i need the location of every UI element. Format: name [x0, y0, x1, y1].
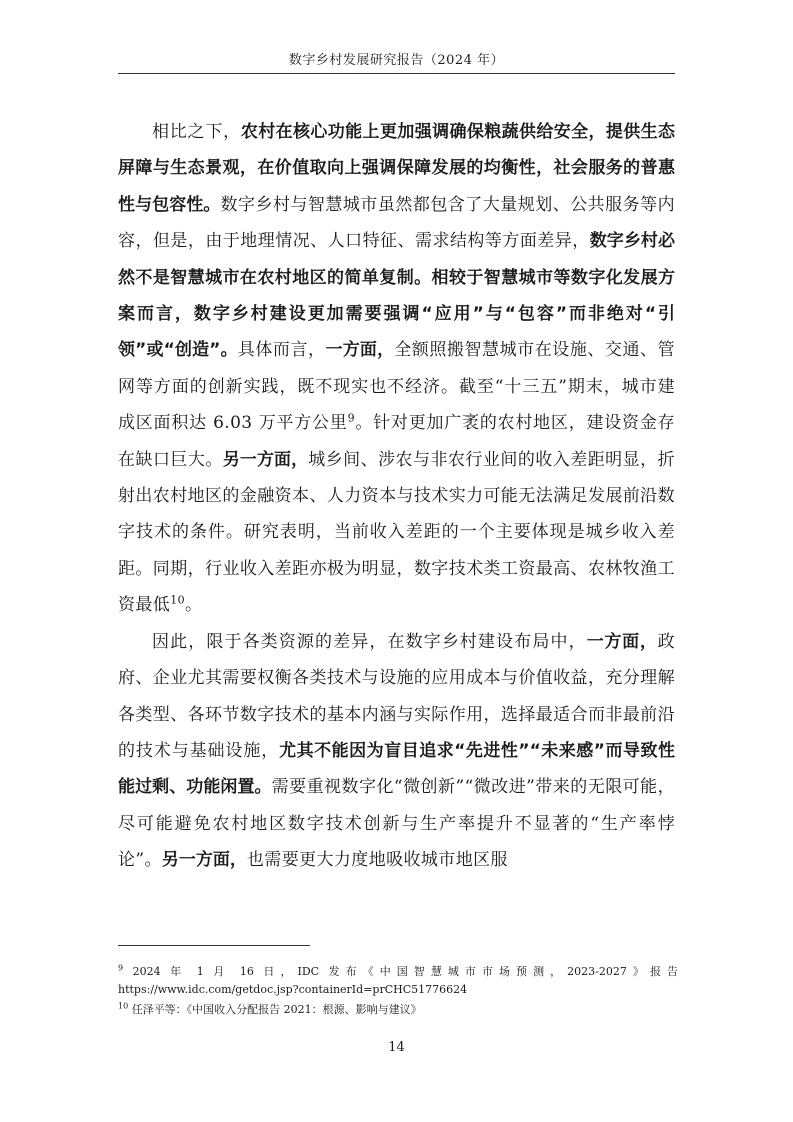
body-text	[118, 114, 675, 879]
footnote-number: 9	[118, 963, 124, 973]
p2-text: 政府、企业尤其需要权衡各类技术与设施的应用成本与价值收益，充分理解各类型、各环节数字技术的基本内涵与实际作用，选择最适合而非最前沿的技术与基础设施，	[118, 631, 675, 761]
footnote-rule	[118, 945, 310, 946]
p2-bold: 另一方面，	[161, 850, 247, 871]
p1-text: 全额照搬智慧城市在设施、交通、管网等方面的创新实践，既不现实也不经济。截至“十三五”期末，城市建成区面积达 6.03 万平方公里	[118, 340, 676, 434]
running-header: 数字乡村发展研究报告（2024 年）	[288, 53, 505, 68]
p1-bold: 一方面，	[325, 340, 395, 361]
p1-text: 。针对更加广袤的农村地区，建设资金存在缺口巨大。	[118, 413, 675, 470]
p2-text: 因此，限于各类资源的差异，在数字乡村建设布局中，	[152, 631, 587, 652]
footnote-number: 10	[118, 1001, 129, 1011]
header-rule	[118, 73, 675, 74]
footnote-ref-9[interactable]: 9	[347, 411, 355, 425]
p2-bold: 尤其不能因为盲目追求“先进性”“未来感”而导致性能过剩、功能闲置。	[118, 740, 675, 798]
footnote-ref-10[interactable]: 10	[170, 593, 186, 607]
footnotes	[118, 963, 678, 1021]
footnote-text: 2024 年 1 月 16 日，IDC 发布《中国智慧城市市场预测，2023-2027》报告 https://www.idc.com/getdoc.jsp?containerId=prCHC51776624	[118, 965, 678, 996]
p1-bold: 数字乡村必然不是智慧城市在农村地区的简单复制。相较于智慧城市等数字化发展方案而言，数字乡村建设更加需要强调“应用”与“包容”而非绝对“引领”或“创造”。	[118, 231, 676, 361]
footnote-9	[118, 963, 678, 999]
p1-bold: 农村在核心功能上更加强调确保粮蔬供给安全，提供生态屏障与生态景观，在价值取向上强调保障发展的均衡性，社会服务的普惠性与包容性。	[118, 122, 676, 215]
footnote-text: 任泽平等：《中国收入分配报告 2021：根源、影响与建议》	[131, 1003, 422, 1016]
p1-bold: 另一方面，	[222, 449, 309, 470]
p1-text: 。	[185, 595, 203, 616]
p1-text: 城乡间、涉农与非农行业间的收入差距明显，折射出农村地区的金融资本、人力资本与技术实力可能无法满足发展前沿数字技术的条件。研究表明，当前收入差距的一个主要体现是城乡收入差距。同期，行业收入差距亦极为明显，数字技术类工资最高、农林牧渔工资最低	[118, 449, 675, 616]
p1-text: 数字乡村与智慧城市虽然都包含了大量规划、公共服务等内容，但是，由于地理情况、人口特征、需求结构等方面差异，	[118, 194, 676, 252]
page-number: 14	[388, 1040, 405, 1055]
p1-text: 相比之下，	[152, 122, 241, 142]
p2-text: 也需要更大力度地吸收城市地区服	[246, 850, 508, 871]
p2-text: 需要重视数字化“微创新”“微改进”带来的无限可能，尽可能避免农村地区数字技术创新与生产率提升不显著的“生产率悖论”。	[118, 777, 676, 871]
p1-text: 具体而言，	[237, 340, 326, 361]
paragraph-2	[118, 624, 675, 879]
paragraph-1	[118, 114, 675, 624]
footnote-10	[118, 1001, 678, 1019]
p2-bold: 一方面，	[586, 631, 658, 652]
